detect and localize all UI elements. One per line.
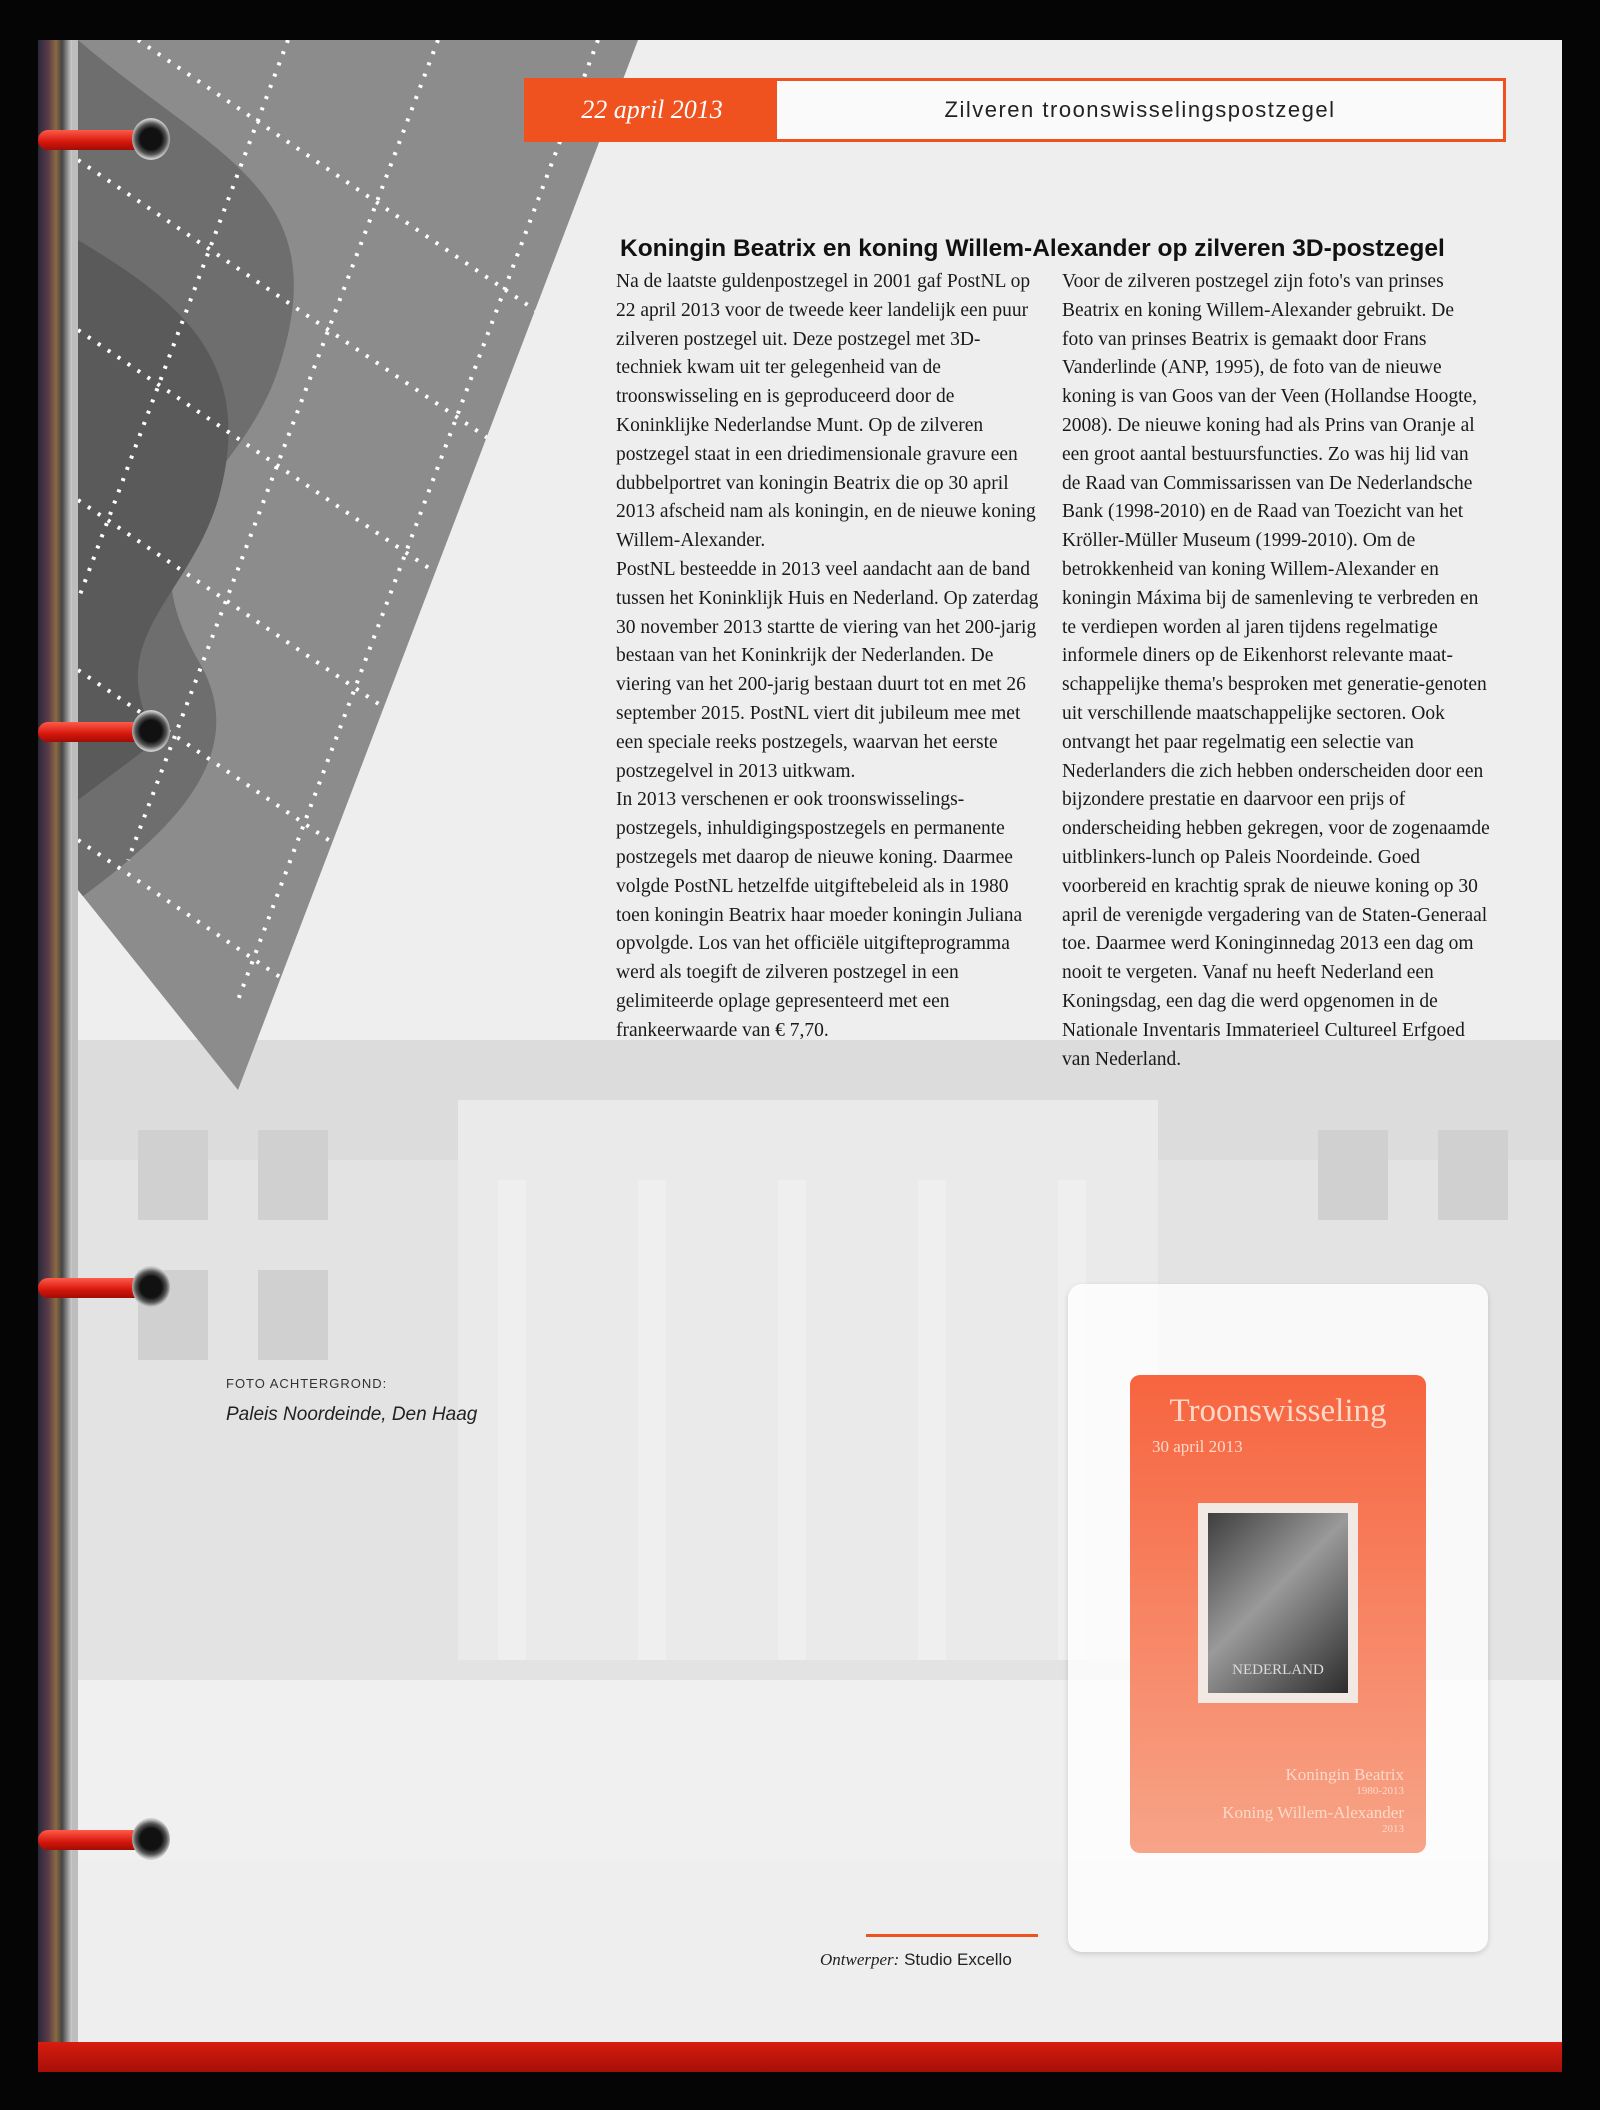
page-bottom-edge <box>38 2042 1562 2072</box>
souvenir-line-beatrix: Koningin Beatrix <box>1285 1765 1404 1784</box>
stamp-portrait <box>1208 1513 1348 1693</box>
souvenir-line-willem-alexander: Koning Willem-Alexander <box>1222 1803 1404 1822</box>
photo-caption: Paleis Noordeinde, Den Haag <box>226 1404 478 1425</box>
designer-name: Studio Excello <box>904 1950 1012 1969</box>
souvenir-title: Troonswisseling <box>1169 1393 1387 1429</box>
issue-date: 22 april 2013 <box>527 81 777 139</box>
paragraph: Voor de zilveren postzegel zijn foto's van prinses Beatrix en koning Willem-Alexander gebruikt. De foto van prinses Beatrix is gemaakt door Frans Vanderlinde (ANP, 1995), de foto van de nieuwe koning is van Goos van der Veen (Hollandse Hoogte, 2008). De nieuwe koning had als Prins van Oranje al een groot aantal bestuursfuncties. Zo was hij lid van de Raad van Commissarissen van De Nederlandsche Bank (1998-2010) en de Raad van Toezicht van het Kröller-Müller Museum (1999-2010). Om de betrokkenheid van koning Willem-Alexander en koningin Máxima bij de samenleving te verbreden en te verdiepen worden al jaren tijdens regelmatige informele diners op de Eikenhorst relevante maat-schappelijke thema's besproken met generatie-genoten uit verschillende maatschappelijke sectoren. Ook ontvangt het paar regelmatig een selectie van Nederlanders die zich hebben onderscheiden door een bijzondere prestatie en daarvoor een prijs of onderscheiding hebben gekregen, voor de zogenaamde uitblinkers-lunch op Paleis Noordeinde. Goed voorbereid en krachtig sprak de nieuwe koning op 30 april de verenigde vergadering van de Staten-Generaal toe. Daarmee werd Koninginnedag 2013 een dag om nooit te vergeten. Vanaf nu heeft Nederland een Koningsdag, een dag die werd opgenomen in de Nationale Inventaris Immaterieel Cultureel Erfgoed van Nederland. <box>1062 271 1490 1070</box>
souvenir-date: 30 april 2013 <box>1152 1437 1243 1456</box>
silver-stamp <box>1198 1503 1358 1703</box>
stamp-country: NEDERLAND <box>1232 1662 1324 1678</box>
binder-ring-1 <box>38 118 188 162</box>
paragraph: In 2013 verschenen er ook troonswisselings-postzegels, inhuldigingspostzegels en permanente postzegels met daarop de nieuwe koning. Daarmee volgde PostNL hetzelfde uitgiftebeleid als in 1980 toen koningin Beatrix haar moeder koningin Juliana opvolgde. Los van het officiële uitgifteprogramma werd als toegift de zilveren postzegel in een gelimiteerde oplage gepresenteerd met een frankeerwaarde van € 7,70. <box>616 789 1023 1041</box>
paragraph: Na de laatste guldenpostzegel in 2001 gaf PostNL op 22 april 2013 voor de tweede keer landelijk een puur zilveren postzegel uit. Deze postzegel met 3D-techniek kwam uit ter gelegenheid van de troonswisseling en is geproduceerd door de Koninklijke Nederlandse Munt. Op de zilveren postzegel staat in een driedimensionale gravure een dubbelportret van koningin Beatrix die op 30 april 2013 afscheid nam als koningin, en de nieuwe koning Willem-Alexander. <box>616 271 1036 552</box>
souvenir-years-beatrix: 1980-2013 <box>1356 1785 1404 1797</box>
designer-rule <box>866 1934 1038 1937</box>
album-page <box>38 40 1562 2072</box>
binder-ring-4 <box>38 1818 188 1862</box>
paragraph: PostNL besteedde in 2013 veel aandacht aan de band tussen het Koninklijk Huis en Nederland. Op zaterdag 30 november 2013 startte de viering van het 200-jarig bestaan van het Koninkrijk der Nederlanden. De viering van het 200-jarig bestaan duurt tot en met 26 september 2015. PostNL viert dit jubileum mee met een speciale reeks postzegels, waarvan het eerste postzegelvel in 2013 uitkwam. <box>616 558 1039 782</box>
designer-label: Ontwerper: <box>820 1950 900 1969</box>
article-column-right <box>1062 268 1490 1074</box>
souvenir-years-willem-alexander: 2013 <box>1382 1823 1404 1835</box>
binder-ring-3 <box>38 1266 188 1310</box>
souvenir-card <box>1130 1375 1426 1853</box>
designer-credit <box>820 1950 1012 1970</box>
page-heading: Zilveren troonswisselingspostzegel <box>944 97 1336 122</box>
article-column-left <box>616 268 1044 1046</box>
photo-caption-label: FOTO ACHTERGROND: <box>226 1376 388 1391</box>
article-title: Koningin Beatrix en koning Willem-Alexander op zilveren 3D-postzegel <box>620 235 1445 262</box>
binder-ring-2 <box>38 710 188 754</box>
page-header <box>524 78 1506 142</box>
